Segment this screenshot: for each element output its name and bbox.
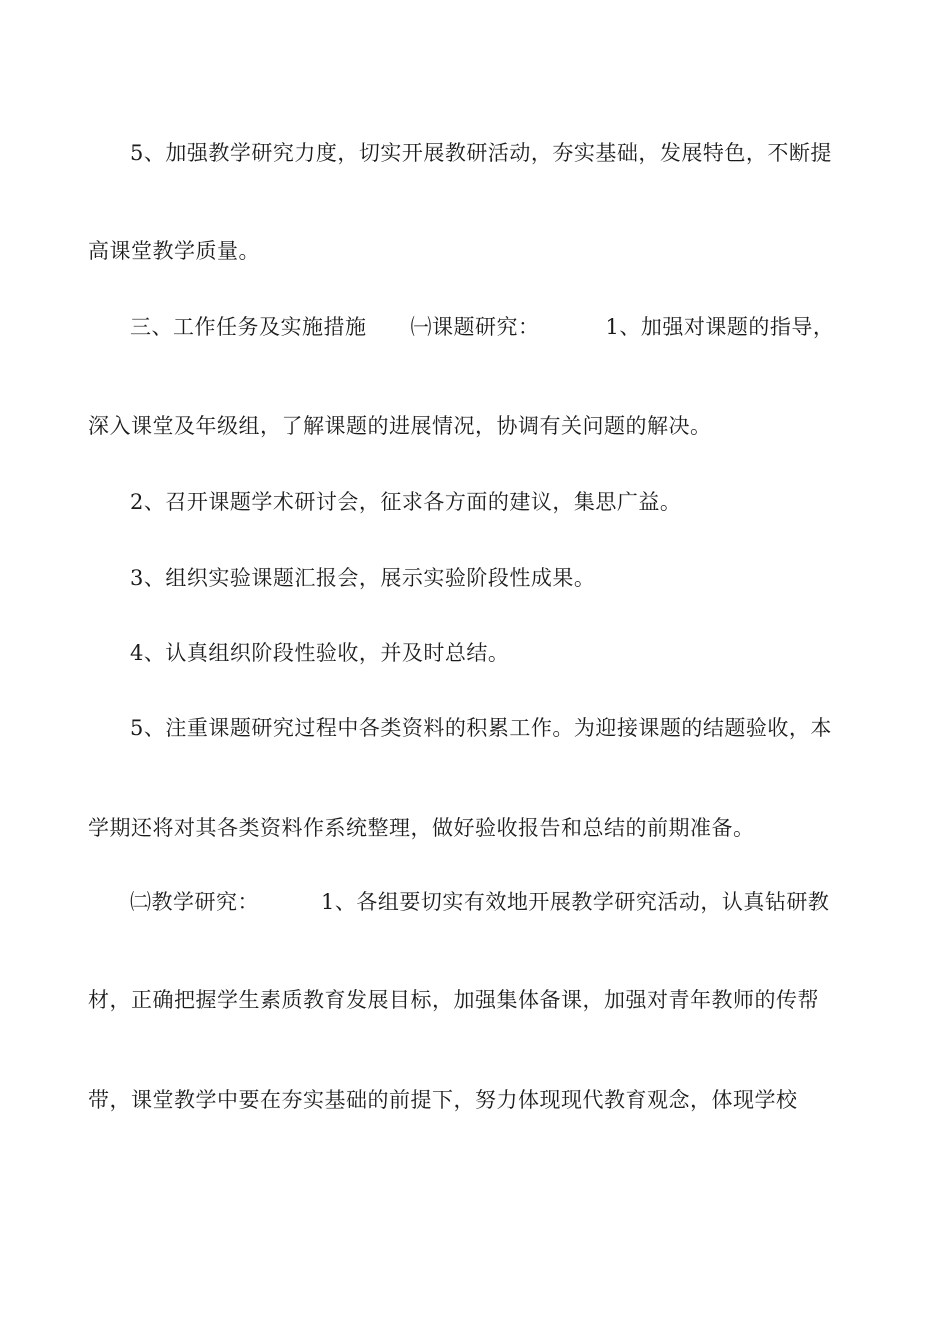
text-line-3c: 1、加强对课题的指导，: [605, 315, 835, 339]
subsection-heading-teaching: ㈡教学研究：: [130, 890, 259, 914]
text-line-4: 深入课堂及年级组，了解课题的进展情况，协调有关问题的解决。: [88, 414, 712, 438]
text-line-6: 3、组织实验课题汇报会，展示实验阶段性成果。: [130, 566, 596, 590]
paragraph-line: [88, 815, 868, 841]
paragraph-line: [88, 238, 868, 264]
text-line-10b: 1、各组要切实有效地开展教学研究活动，认真钻研教: [321, 890, 830, 914]
paragraph-line: [130, 314, 910, 340]
text-line-7: 4、认真组织阶段性验收，并及时总结。: [130, 641, 510, 665]
paragraph-line: [88, 1087, 868, 1113]
paragraph-line: [130, 889, 910, 915]
paragraph-line: [88, 987, 868, 1013]
paragraph-line: [130, 565, 910, 591]
text-line-11: 材，正确把握学生素质教育发展目标，加强集体备课，加强对青年教师的传帮: [88, 988, 819, 1012]
text-line-5: 2、召开课题学术研讨会，征求各方面的建议，集思广益。: [130, 490, 682, 514]
text-line-8: 5、注重课题研究过程中各类资料的积累工作。为迎接课题的结题验收，本: [130, 716, 832, 740]
paragraph-line: [130, 140, 910, 166]
paragraph-line: [130, 489, 910, 515]
text-line-9: 学期还将对其各类资料作系统整理，做好验收报告和总结的前期准备。: [88, 816, 755, 840]
paragraph-line: [88, 413, 868, 439]
text-line-12: 带，课堂教学中要在夯实基础的前提下，努力体现现代教育观念，体现学校: [88, 1088, 798, 1112]
section-heading: 三、工作任务及实施措施: [130, 315, 367, 339]
paragraph-line: [130, 640, 910, 666]
paragraph-line: [130, 715, 910, 741]
subsection-heading-research: ㈠课题研究：: [410, 315, 540, 339]
text-line-1: 5、加强教学研究力度，切实开展教研活动，夯实基础，发展特色，不断提: [130, 141, 832, 165]
text-line-2: 高课堂教学质量。: [88, 239, 260, 263]
